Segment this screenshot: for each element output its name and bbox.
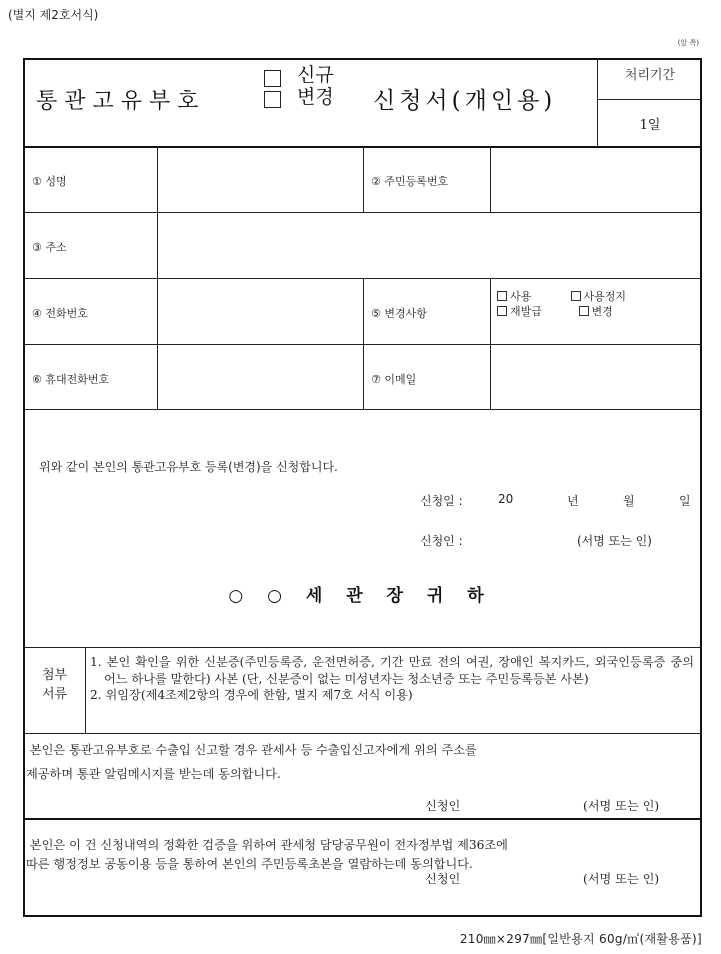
name-label: ① 성명 — [32, 175, 67, 188]
reissue-checkbox[interactable] — [497, 306, 507, 316]
attachments-title-line1: 첨부 — [41, 668, 68, 683]
processing-row-divider — [597, 99, 702, 100]
change-option-label: 변경 — [297, 86, 334, 108]
email-input[interactable] — [491, 345, 701, 409]
application-date-month-unit: 월 — [623, 494, 635, 508]
attachments-title — [26, 666, 83, 704]
modify-option-label: 변경 — [591, 305, 613, 318]
application-date-day-unit: 일 — [679, 494, 691, 508]
consent-address-text — [26, 738, 698, 786]
email-label: ⑦ 이메일 — [371, 373, 417, 386]
modify-checkbox[interactable] — [579, 306, 589, 316]
change-option-use[interactable] — [497, 289, 567, 304]
consent-records-line2: 따른 행정정보 공동이용 등을 통하여 본인의 주민등록초본을 열람하는데 동의합니다. — [26, 857, 473, 871]
change-checkbox[interactable] — [264, 91, 281, 108]
processing-period-header: 처리기간 — [624, 68, 676, 83]
attachments-list — [90, 654, 694, 704]
consent-address-line2: 제공하며 통관 알림메시지를 받는데 동의합니다. — [26, 767, 281, 781]
attachments-title-line2: 서류 — [41, 687, 68, 702]
row-divider — [23, 409, 702, 410]
use-checkbox[interactable] — [497, 291, 507, 301]
attachment-item: 2. 위임장(제4조제2항의 경우에 한함, 별지 제7호 서식 이용) — [90, 688, 413, 702]
address-label: ③ 주소 — [32, 241, 67, 254]
new-option-label: 신규 — [297, 64, 334, 86]
attachment-item: 1. 본인 확인을 위한 신분증(주민등록증, 운전면허증, 기간 만료 전의 여권, 장애인 복지카드, 외국인등록증 중의 어느 하나를 말한다) 사본 (단, 신분증이 없는 미성년자는 청소년증 또는 주민등록등본 사본) — [90, 655, 694, 686]
attachments-top-divider — [23, 647, 702, 648]
form-title-suffix: 신청서(개인용) — [373, 88, 557, 114]
phone-label: ④ 전화번호 — [32, 307, 88, 320]
applicant-label: 신청인 : — [420, 534, 463, 548]
declaration-statement: 위와 같이 본인의 통관고유부호 등록(변경)을 신청합니다. — [39, 460, 338, 474]
application-date-year-unit: 년 — [567, 494, 579, 508]
change-option-suspend[interactable] — [571, 289, 627, 304]
column-divider — [363, 278, 364, 409]
form-title-main: 통관고유부호 — [36, 89, 206, 114]
consent-address-line1: 본인은 통관고유부호로 수출입 신고할 경우 관세사 등 수출입신고자에게 위의 주소를 — [26, 743, 477, 757]
consent-address-top-divider — [23, 733, 702, 734]
signature-hint: (서명 또는 인) — [577, 534, 652, 548]
paper-spec: 210㎜×297㎜[일반용지 60g/㎡(재활용품)] — [459, 932, 702, 946]
application-date-year-prefix: 20 — [498, 492, 514, 506]
change-items-label: ⑤ 변경사항 — [371, 307, 427, 320]
form-number-label: (별지 제2호서식) — [8, 8, 99, 22]
suspend-option-label: 사용정지 — [583, 290, 627, 303]
mobile-input[interactable] — [158, 345, 363, 409]
consent-records-top-divider — [23, 818, 702, 820]
consent-address-applicant-label: 신청인 — [425, 799, 461, 813]
mobile-label: ⑥ 휴대전화번호 — [32, 373, 110, 386]
resident-number-input[interactable] — [491, 147, 701, 212]
consent-records-applicant-label: 신청인 — [425, 872, 461, 886]
page-side-label: (앞 쪽) — [677, 39, 699, 47]
reissue-option-label: 재발급 — [510, 305, 542, 318]
resident-number-label: ② 주민등록번호 — [371, 175, 449, 188]
new-checkbox[interactable] — [264, 70, 281, 87]
consent-records-line1: 본인은 이 건 신청내역의 정확한 검증을 위하여 관세청 담당공무원이 전자정부법 제36조에 — [26, 838, 508, 852]
change-option-modify[interactable] — [579, 304, 613, 319]
consent-records-signature-hint: (서명 또는 인) — [583, 872, 660, 886]
name-input[interactable] — [158, 147, 363, 212]
processing-period-value: 1일 — [639, 118, 661, 133]
application-date-label: 신청일 : — [420, 494, 463, 508]
addressee: ○ ○ 세 관 장 귀 하 — [228, 586, 493, 606]
consent-address-signature-hint: (서명 또는 인) — [583, 799, 660, 813]
suspend-checkbox[interactable] — [571, 291, 581, 301]
phone-input[interactable] — [158, 279, 363, 344]
use-option-label: 사용 — [510, 290, 532, 303]
change-items-options — [497, 289, 626, 319]
attachments-column-divider — [85, 647, 86, 733]
address-input[interactable] — [158, 213, 701, 278]
change-option-reissue[interactable] — [497, 304, 575, 319]
column-divider — [363, 146, 364, 212]
consent-records-text — [26, 836, 700, 874]
